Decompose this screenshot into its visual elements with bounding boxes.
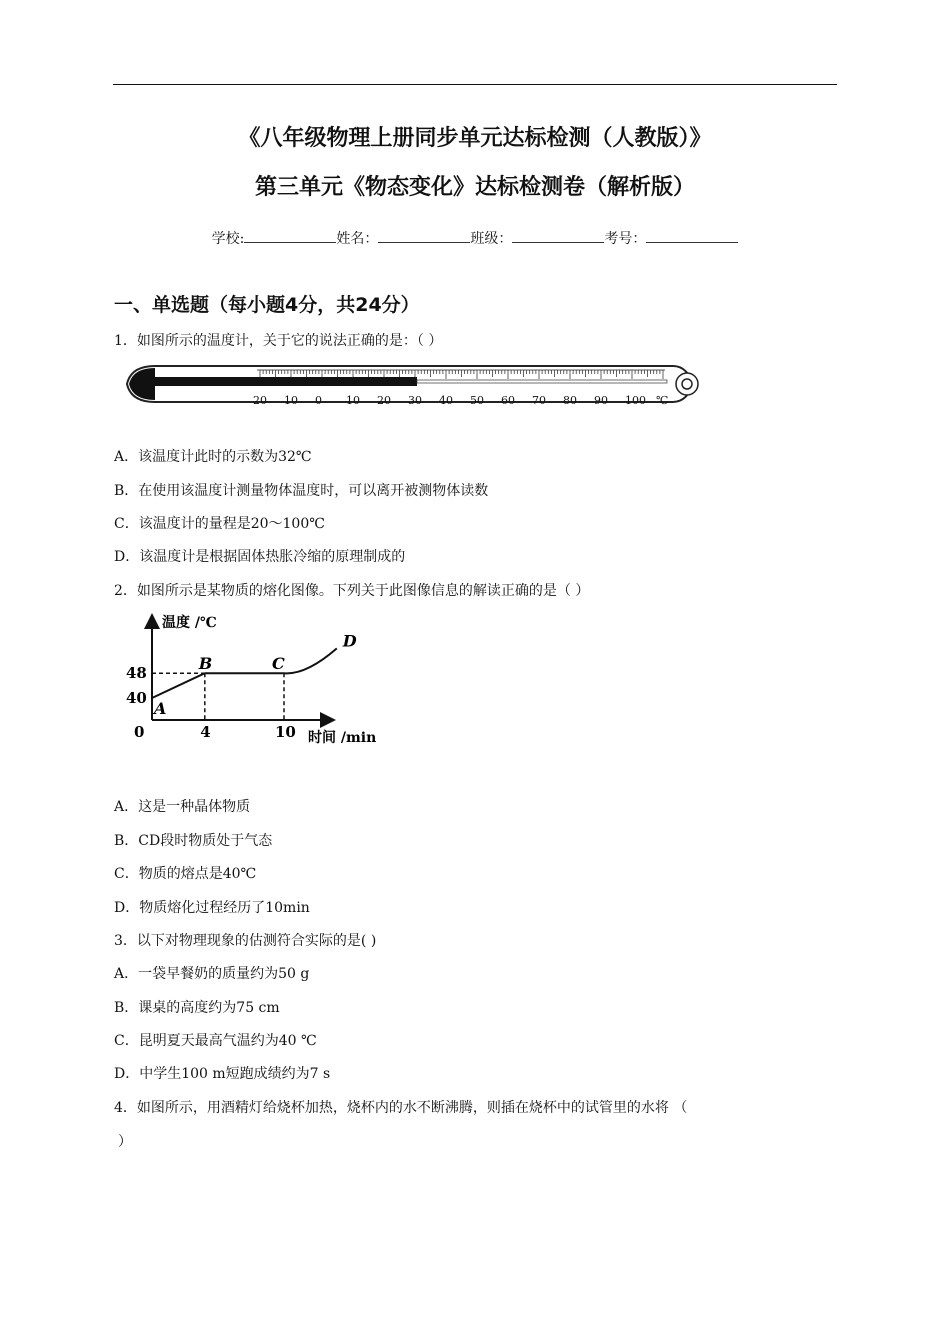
section-heading: 一、单选题（每小题4分，共24分） — [114, 294, 420, 316]
thermometer-scale-label: 100 — [625, 394, 646, 407]
q3-option-a: A．一袋早餐奶的质量约为50 g — [114, 966, 310, 982]
x-tick-label: 0 — [134, 723, 145, 741]
q4-stem-continuation: ） — [118, 1134, 132, 1150]
class-label: 班级： — [470, 231, 513, 247]
q1-option-d: D．该温度计是根据固体热胀冷缩的原理制成的 — [114, 549, 406, 565]
point-label-a: A — [154, 699, 167, 718]
q3-option-b: B．课桌的高度约为75 cm — [114, 1000, 280, 1016]
document-subtitle: 第三单元《物态变化》达标检测卷（解析版） — [254, 175, 695, 200]
thermometer-scale-label: 20 — [253, 394, 267, 407]
thermometer-scale-label: 60 — [501, 394, 515, 407]
y-tick-label: 48 — [126, 664, 147, 683]
segment-ab — [152, 673, 205, 698]
name-blank[interactable] — [378, 230, 470, 243]
thermometer-scale-label: 70 — [532, 394, 546, 407]
thermometer-scale-label: 90 — [594, 394, 608, 407]
school-blank[interactable] — [244, 230, 336, 243]
thermometer-scale-label: 20 — [377, 394, 391, 407]
q1-option-c: C．该温度计的量程是20～100℃ — [114, 516, 325, 532]
thermometer-scale-label: ℃ — [656, 394, 669, 407]
point-label-c: C — [272, 654, 285, 674]
thermometer-scale-label: 10 — [346, 394, 360, 407]
y-axis-label: 温度 /℃ — [162, 615, 217, 631]
q2-option-d: D．物质熔化过程经历了10min — [114, 900, 310, 916]
segment-cd — [284, 648, 337, 673]
q3-option-d: D．中学生100 m短跑成绩约为7 s — [114, 1066, 331, 1082]
q1-option-b: B．在使用该温度计测量物体温度时，可以离开被测物体读数 — [114, 483, 489, 499]
student-info-row — [0, 228, 950, 248]
class-blank[interactable] — [512, 230, 604, 243]
name-label: 姓名： — [336, 231, 379, 247]
thermometer-scale-label: 80 — [563, 394, 577, 407]
melting-graph — [120, 605, 410, 750]
q1-stem: 1．如图所示的温度计，关于它的说法正确的是：（ ） — [114, 333, 443, 349]
q4-stem: 4．如图所示，用酒精灯给烧杯加热，烧杯内的水不断沸腾，则插在烧杯中的试管里的水将 （ — [114, 1100, 688, 1116]
thermometer-scale-label: 50 — [470, 394, 484, 407]
thermometer-scale-label: 10 — [284, 394, 298, 407]
document-title: 《八年级物理上册同步单元达标检测（人教版）》 — [238, 126, 712, 151]
point-label-b: B — [198, 654, 213, 674]
number-blank[interactable] — [646, 230, 738, 243]
q2-option-b: B．CD段时物质处于气态 — [114, 833, 273, 849]
thermometer-figure — [125, 362, 700, 412]
thermometer-scale-label: 30 — [408, 394, 422, 407]
q3-stem: 3．以下对物理现象的估测符合实际的是( ) — [114, 933, 377, 949]
x-axis-label: 时间 /min — [308, 730, 377, 746]
thermometer-scale-label: 0 — [315, 394, 322, 407]
top-rule — [113, 84, 837, 85]
number-label: 考号： — [604, 231, 647, 247]
q1-option-a: A．该温度计此时的示数为32℃ — [114, 449, 312, 465]
q2-option-a: A．这是一种晶体物质 — [114, 799, 251, 815]
x-tick-label: 4 — [200, 723, 211, 741]
thermometer-scale-label: 40 — [439, 394, 453, 407]
point-label-d: D — [342, 631, 357, 651]
x-tick-label: 10 — [275, 723, 296, 741]
y-tick-label: 40 — [126, 689, 147, 707]
q3-option-c: C．昆明夏天最高气温约为40 ℃ — [114, 1033, 317, 1049]
q2-stem: 2．如图所示是某物质的熔化图像。下列关于此图像信息的解读正确的是（ ） — [114, 583, 590, 599]
school-label: 学校: — [211, 231, 245, 247]
q2-option-c: C．物质的熔点是40℃ — [114, 866, 257, 882]
